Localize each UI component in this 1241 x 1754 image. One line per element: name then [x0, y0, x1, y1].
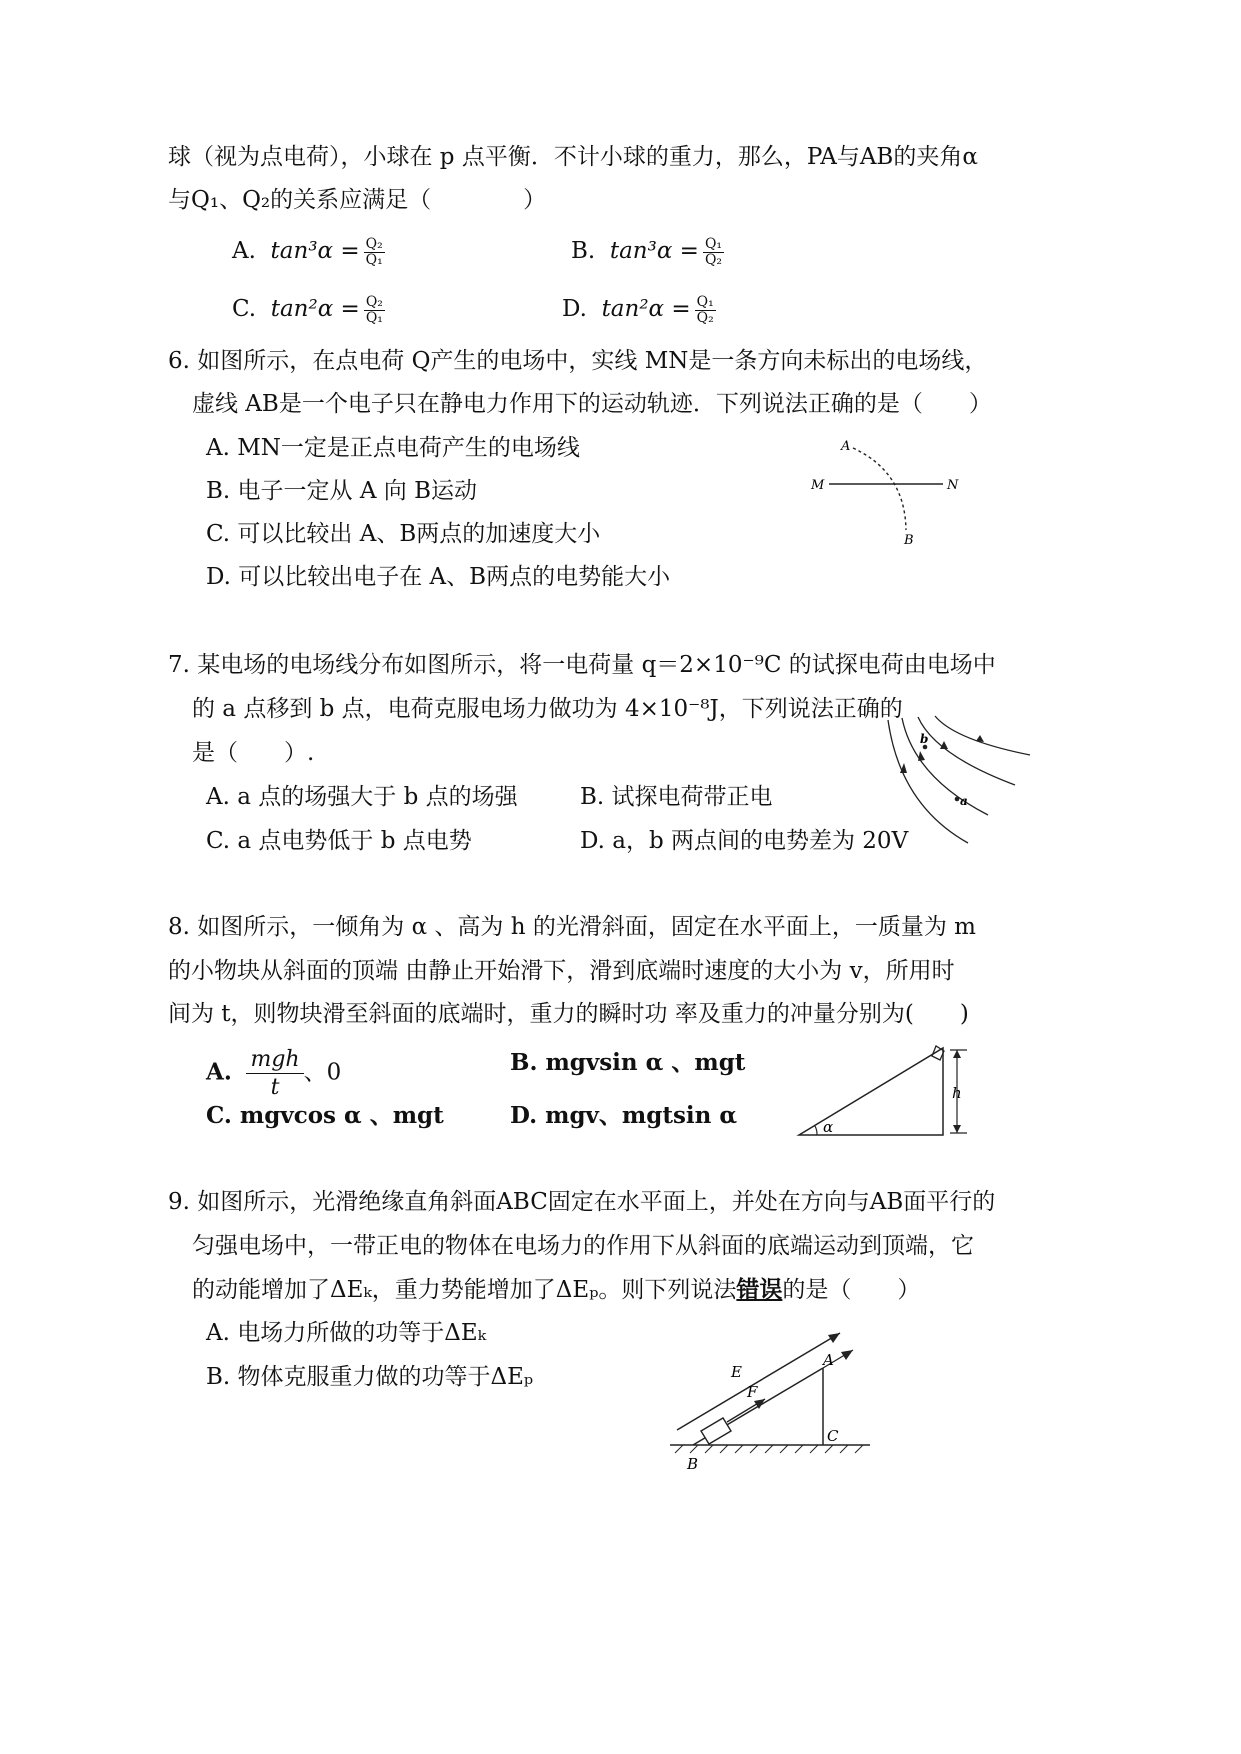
field-arrow-2	[918, 751, 925, 761]
field-arrow-extra	[841, 1350, 853, 1360]
q5-option-a: A. tan³α = $\frac{\text{Q₂}}{\text{Q₁}}$	[232, 235, 383, 268]
q8-option-d: D. mgv、mgtsin α	[510, 1102, 738, 1129]
label-n: N	[947, 478, 959, 493]
q5-option-b: B. tan³α = $\frac{\text{Q₁}}{\text{Q₂}}$	[571, 235, 723, 268]
angle-arc	[815, 1126, 817, 1135]
hatch	[675, 1445, 683, 1453]
field-arrow-4	[976, 735, 984, 742]
hatch	[705, 1445, 713, 1453]
height-arrow-down	[953, 1125, 961, 1133]
q7-option-c: C. a 点电势低于 b 点电势	[206, 828, 472, 854]
label-e: E	[731, 1363, 742, 1381]
field-line-2	[902, 718, 988, 815]
q7-figure	[880, 715, 1035, 845]
trajectory-ab	[853, 448, 906, 530]
q6-option-a: A. MN一定是正点电荷产生的电场线	[206, 435, 580, 461]
point-a	[955, 797, 960, 802]
q8-option-a: A. $\frac{\text{mgh}}{t}$ 、0	[206, 1047, 342, 1100]
q7-stem-line1: 7. 某电场的电场线分布如图所示，将一电荷量 q＝2×10⁻⁹C 的试探电荷由电场中	[168, 652, 996, 678]
hatch	[840, 1445, 848, 1453]
q5-option-d: D. tan²α = $\frac{\text{Q₁}}{\text{Q₂}}$	[562, 293, 714, 326]
hatch	[825, 1445, 833, 1453]
q6-stem-line2: 虚线 AB是一个电子只在静电力作用下的运动轨迹．下列说法正确的是（ ）	[192, 391, 992, 417]
hatch	[735, 1445, 743, 1453]
q8-stem-line1: 8. 如图所示，一倾角为 α 、高为 h 的光滑斜面，固定在水平面上，一质量为 m	[168, 914, 976, 940]
object-block	[701, 1418, 731, 1444]
label-b: B	[904, 533, 914, 548]
q9-stem-line1: 9. 如图所示，光滑绝缘直角斜面ABC固定在水平面上，并处在方向与AB面平行的	[168, 1189, 996, 1215]
q7-option-b: B. 试探电荷带正电	[580, 784, 773, 810]
label-c: C	[827, 1427, 839, 1445]
label-a: a	[960, 794, 968, 808]
hatch	[750, 1445, 758, 1453]
q7-option-a: A. a 点的场强大于 b 点的场强	[206, 784, 518, 810]
q6-option-d: D. 可以比较出电子在 A、B两点的电势能大小	[206, 564, 671, 590]
label-b: b	[920, 732, 929, 746]
label-b: B	[687, 1455, 699, 1473]
q5-stem-line2: 与Q₁、Q₂的关系应满足（ ）	[168, 187, 547, 213]
q5-option-c: C. tan²α = $\frac{\text{Q₂}}{\text{Q₁}}$	[232, 293, 383, 326]
q9-option-b: B. 物体克服重力做的功等于ΔEₚ	[206, 1364, 534, 1390]
q8-option-c: C. mgvcos α 、mgt	[206, 1102, 444, 1129]
q8-option-b: B. mgvsin α 、mgt	[510, 1049, 746, 1076]
field-arrow-e	[828, 1333, 840, 1343]
hatch	[855, 1445, 863, 1453]
q9-figure	[665, 1325, 880, 1475]
q8-figure	[795, 1040, 980, 1140]
q6-option-c: C. 可以比较出 A、B两点的加速度大小	[206, 521, 601, 547]
hatch	[795, 1445, 803, 1453]
hatch	[780, 1445, 788, 1453]
hatch	[720, 1445, 728, 1453]
q8-stem-line3: 间为 t，则物块滑至斜面的底端时，重力的瞬时功 率及重力的冲量分别为( )	[168, 1001, 969, 1027]
q7-stem-line3: 是（ ）.	[192, 740, 315, 766]
q9-stem-line2: 匀强电场中，一带正电的物体在电场力的作用下从斜面的底端运动到顶端，它	[192, 1233, 974, 1259]
height-arrow-up	[953, 1050, 961, 1058]
label-a: A	[823, 1351, 834, 1369]
emphasis-wrong: 错误	[736, 1276, 783, 1303]
q6-figure	[805, 432, 975, 550]
hatch	[690, 1445, 698, 1453]
q9-option-a: A. 电场力所做的功等于ΔEₖ	[206, 1320, 487, 1346]
q9-stem-line3: 的动能增加了ΔEₖ，重力势能增加了ΔEₚ。则下列说法错误的是（ ）	[192, 1276, 921, 1303]
incline-triangle	[799, 1048, 943, 1135]
label-f: F	[747, 1383, 758, 1401]
label-alpha: α	[823, 1118, 834, 1136]
hatch	[810, 1445, 818, 1453]
field-line-4	[935, 716, 1030, 755]
q7-option-d: D. a，b 两点间的电势差为 20V	[580, 828, 909, 854]
field-line-e	[677, 1333, 840, 1430]
q8-stem-line2: 的小物块从斜面的顶端 由静止开始滑下，滑到底端时速度的大小为 v，所用时	[168, 958, 955, 984]
q5-stem-line1: 球（视为点电荷），小球在 p 点平衡．不计小球的重力，那么，PA与AB的夹角α	[168, 144, 978, 170]
q6-stem-line1: 6. 如图所示，在点电荷 Q产生的电场中，实线 MN是一条方向未标出的电场线，	[168, 348, 988, 374]
hatch	[765, 1445, 773, 1453]
q7-stem-line2: 的 a 点移到 b 点，电荷克服电场力做功为 4×10⁻⁸J，下列说法正确的	[192, 696, 903, 722]
q6-option-b: B. 电子一定从 A 向 B运动	[206, 478, 477, 504]
label-m: M	[811, 478, 825, 493]
label-h: h	[952, 1084, 962, 1102]
label-a: A	[841, 439, 851, 454]
